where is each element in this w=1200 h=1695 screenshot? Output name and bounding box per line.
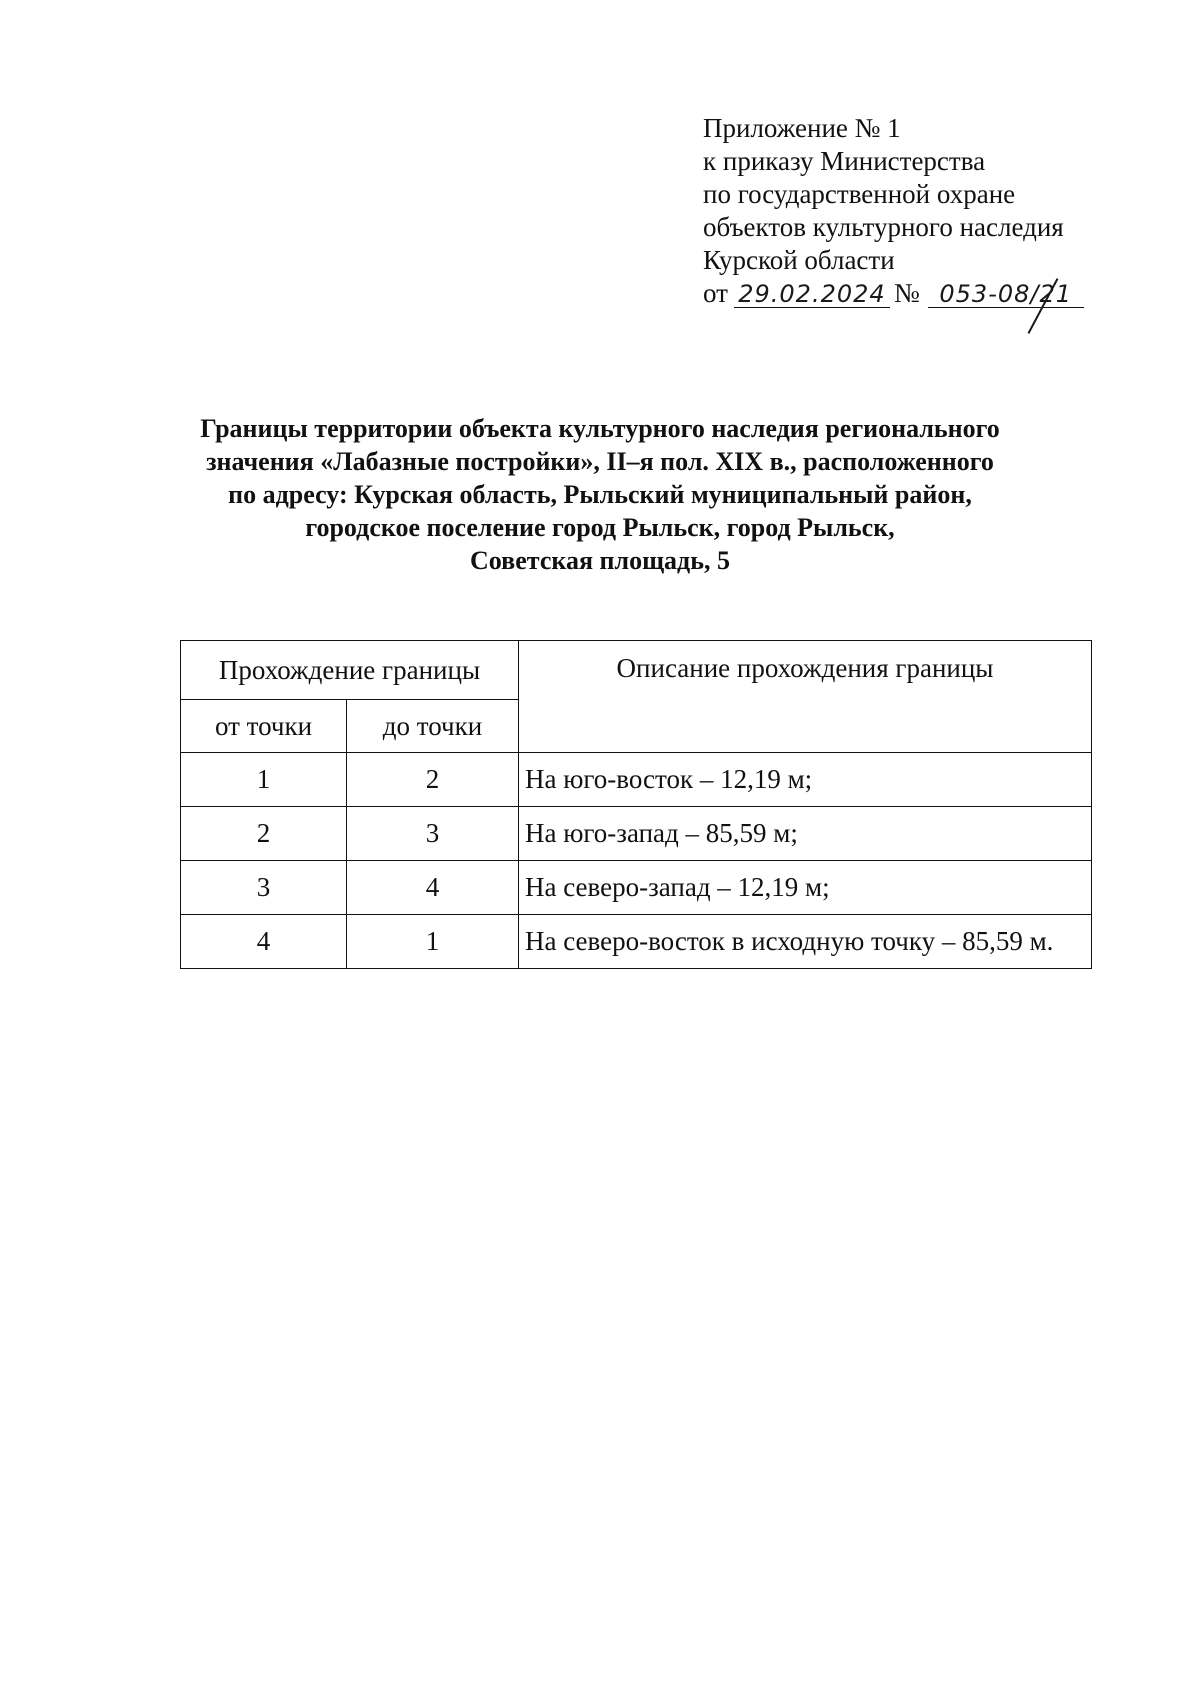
table-row <box>181 753 1092 807</box>
to-point-header: до точки <box>347 700 519 753</box>
from-point-header: от точки <box>181 700 347 753</box>
number-prefix: № <box>893 278 920 308</box>
handwritten-order-number <box>928 281 1084 308</box>
annex-line: к приказу Министерства <box>703 146 986 176</box>
annex-date-line <box>703 277 1084 310</box>
table-row <box>181 861 1092 915</box>
to-point-cell: 3 <box>347 807 519 861</box>
from-point-cell: 4 <box>181 915 347 969</box>
from-point-cell: 2 <box>181 807 347 861</box>
title-line: Границы территории объекта культурного наследия регионального <box>200 414 1000 443</box>
date-prefix: от <box>703 278 728 308</box>
boundary-table <box>180 640 1092 969</box>
to-point-cell: 2 <box>347 753 519 807</box>
table-row <box>181 915 1092 969</box>
boundary-description-header: Описание прохождения границы <box>519 641 1092 753</box>
handwritten-date: 29.02.2024 <box>734 281 890 308</box>
title-line: Советская площадь, 5 <box>470 546 730 575</box>
from-point-cell: 3 <box>181 861 347 915</box>
description-cell: На юго-запад – 85,59 м; <box>519 807 1092 861</box>
annex-line: Курской области <box>703 245 895 275</box>
annex-block <box>703 112 1084 310</box>
description-cell: На северо-запад – 12,19 м; <box>519 861 1092 915</box>
annex-line: по государственной охране <box>703 179 1016 209</box>
title-line: по адресу: Курская область, Рыльский муниципальный район, <box>228 480 972 509</box>
description-cell: На юго-восток – 12,19 м; <box>519 753 1092 807</box>
from-point-cell: 1 <box>181 753 347 807</box>
annex-line: объектов культурного наследия <box>703 212 1064 242</box>
to-point-cell: 1 <box>347 915 519 969</box>
title-line: городское поселение город Рыльск, город Рыльск, <box>305 513 895 542</box>
annex-line: Приложение № 1 <box>703 113 901 143</box>
boundary-passage-header: Прохождение границы <box>181 641 519 700</box>
to-point-cell: 4 <box>347 861 519 915</box>
document-title <box>150 412 1050 577</box>
table-row <box>181 807 1092 861</box>
description-cell: На северо-восток в исходную точку – 85,59 м. <box>519 915 1092 969</box>
title-line: значения «Лабазные постройки», II–я пол. XIX в., расположенного <box>206 447 994 476</box>
order-number-text: 053-08/21 <box>939 280 1073 308</box>
